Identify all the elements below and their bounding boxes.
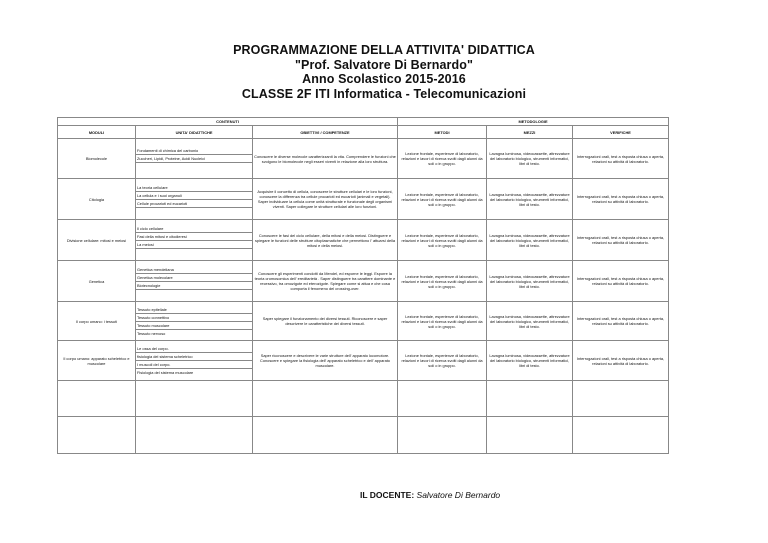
verifiche-cell: Interrogazioni orali, test a risposta chiusa o aperta, relazioni su attività di laboratorio. (573, 139, 669, 179)
table-body (58, 139, 669, 454)
mezzi-cell: Lavagna luminosa, videocassette, attrezzature del laboratorio biologico, strumenti informatici, libri di testo. (487, 261, 573, 302)
modulo-cell: Citologia (58, 179, 136, 220)
col-obiettivi: OBIETTIVI / COMPETENZE (253, 126, 398, 139)
group-header-row (58, 118, 669, 126)
obiettivi-cell: Saper spiegare il funzionamento dei diversi tessuti. Riconoscere e saper descrivere le caratteristiche dei diversi tessuti. (253, 302, 398, 341)
unita-item: Cellule procarioti ed eucarioti (136, 200, 252, 208)
unita-item: La meiosi (136, 241, 252, 249)
metodi-cell: Lezione frontale, esperienze di laboratorio, relazioni e lavori di ricerca svolti dagli alunni da soli o in gruppo. (398, 139, 487, 179)
group-metodologie: METODOLOGIE (398, 118, 669, 126)
unita-cell (136, 220, 253, 261)
obiettivi-cell: Saper riconoscere e descrivere le varie strutture dell' apparato locomotore. Conoscere e spiegare la fisiologia dell' apparato scheletrico e dell' apparato muscolare. (253, 341, 398, 381)
unita-item: Le ossa del corpo. (136, 345, 252, 353)
verifiche-cell: Interrogazioni orali, test a risposta chiusa o aperta, relazioni su attività di laboratorio. (573, 341, 669, 381)
mezzi-cell: Lavagna luminosa, videocassette, attrezzature del laboratorio biologico, strumenti informatici, libri di testo. (487, 220, 573, 261)
table-row (58, 139, 669, 179)
empty-cell (398, 381, 487, 417)
mezzi-cell: Lavagna luminosa, videocassette, attrezzature del laboratorio biologico, strumenti informatici, libri di testo. (487, 341, 573, 381)
unita-item: fisiologia del sistema scheletrico (136, 353, 252, 361)
col-metodi: METODI (398, 126, 487, 139)
metodi-cell: Lezione frontale, esperienze di laboratorio, relazioni e lavori di ricerca svolti dagli alunni da soli o in gruppo. (398, 261, 487, 302)
modulo-cell: Genetica (58, 261, 136, 302)
obiettivi-cell: Conoscere gli esperimenti condotti da Mendel, ed esporne le leggi. Esporre la teoria cromosomica dell' ereditarietà . Saper distinguere tra carattere dominante e recessivo, tra omozigote ed eterozigote. Spiegare come si attua e che cosa comporta il fenomeno del crossing-over. (253, 261, 398, 302)
empty-row (58, 417, 669, 454)
unita-cell (136, 179, 253, 220)
unita-item: Biotecnologie (136, 282, 252, 290)
modulo-cell: Biomolecole (58, 139, 136, 179)
metodi-cell: Lezione frontale, esperienze di laboratorio, relazioni e lavori di ricerca svolti dagli alunni da soli o in gruppo. (398, 302, 487, 341)
unita-item: Tessuto connettivo (136, 314, 252, 322)
unita-item: Il ciclo cellulare (136, 225, 252, 233)
unita-cell (136, 341, 253, 381)
unita-item (136, 249, 252, 256)
mezzi-cell: Lavagna luminosa, videocassette, attrezzature del laboratorio biologico, strumenti informatici, libri di testo. (487, 302, 573, 341)
metodi-cell: Lezione frontale, esperienze di laboratorio, relazioni e lavori di ricerca svolti dagli alunni da soli o in gruppo. (398, 341, 487, 381)
unita-cell (136, 261, 253, 302)
document-title (0, 43, 768, 101)
table-row (58, 220, 669, 261)
verifiche-cell: Interrogazioni orali, test a risposta chiusa o aperta, relazioni su attività di laboratorio. (573, 302, 669, 341)
unita-item: Fondamenti di chimica del carbonio (136, 147, 252, 155)
unita-item (136, 290, 252, 297)
mezzi-cell: Lavagna luminosa, videocassette, attrezzature del laboratorio biologico, strumenti informatici, libri di testo. (487, 179, 573, 220)
unita-item: I muscoli del corpo. (136, 361, 252, 369)
unita-item: La cellula e i suoi organuli (136, 192, 252, 200)
unita-cell (136, 302, 253, 341)
empty-cell (573, 417, 669, 454)
empty-cell (398, 417, 487, 454)
programming-table (57, 117, 669, 454)
empty-cell (573, 381, 669, 417)
group-contenuti: CONTENUTI (58, 118, 398, 126)
unita-cell (136, 139, 253, 179)
unita-item: Genetica molecolare (136, 274, 252, 282)
verifiche-cell: Interrogazioni orali, test a risposta chiusa o aperta, relazioni su attività di laboratorio. (573, 179, 669, 220)
empty-cell (136, 417, 253, 454)
unita-item: Fisiologia del sistema muscolare (137, 370, 194, 375)
empty-cell (253, 417, 398, 454)
modulo-cell: Divisione cellulare: mitosi e meiosi (58, 220, 136, 261)
obiettivi-cell: Conoscere le fasi del ciclo cellulare, della mitosi e della meiosi. Distinguere e spiegare le funzioni delle strutture citoplasmatiche che permettono l' attuarsi della mitosi e della meiosi. (253, 220, 398, 261)
obiettivi-cell: Conoscere le diverse molecole caratterizzanti la vita. Comprendere le funzioni che svolgono le biomolecole negli esseri viventi in relazione alla loro struttura. (253, 139, 398, 179)
title-line-1: PROGRAMMAZIONE DELLA ATTIVITA' DIDATTICA (233, 43, 535, 57)
unita-item: Tessuto nervoso (137, 330, 166, 336)
table-row (58, 341, 669, 381)
col-mezzi: MEZZI (487, 126, 573, 139)
obiettivi-cell: Acquisire il concetto di cellula, conoscere le strutture cellulari e le loro funzioni, conoscere la differenza tra cellule procarioti ed eucarioti (animali e vegetali). Saper individuare la cellula come unità strutturale e funzionale degli organismi viventi. Saper collegare le strutture cellulari alle loro funzioni. (253, 179, 398, 220)
table-row (58, 302, 669, 341)
empty-cell (58, 417, 136, 454)
unita-item: Genetica mendeliana (136, 266, 252, 274)
table-row (58, 261, 669, 302)
teacher-name: Salvatore Di Bernardo (416, 490, 501, 500)
empty-cell (136, 381, 253, 417)
modulo-cell: Il corpo umano: i tessuti (58, 302, 136, 341)
metodi-cell: Lezione frontale, esperienze di laboratorio, relazioni e lavori di ricerca svolti dagli alunni da soli o in gruppo. (398, 179, 487, 220)
metodi-cell: Lezione frontale, esperienze di laboratorio, relazioni e lavori di ricerca svolti dagli alunni da soli o in gruppo. (398, 220, 487, 261)
verifiche-cell: Interrogazioni orali, test a risposta chiusa o aperta, relazioni su attività di laboratorio. (573, 261, 669, 302)
empty-cell (487, 417, 573, 454)
col-unita: UNITA' DIDATTICHE (136, 126, 253, 139)
modulo-cell: Il corpo umano: apparato scheletrico e muscolare (58, 341, 136, 381)
empty-cell (58, 381, 136, 417)
unita-item: La teoria cellulare (136, 184, 252, 192)
unita-item (136, 163, 252, 170)
mezzi-cell: Lavagna luminosa, videocassette, attrezzature del laboratorio biologico, strumenti informatici, libri di testo. (487, 139, 573, 179)
unita-item: Zuccheri, Lipidi, Proteine, Acidi Nucleici (136, 155, 252, 163)
table-row (58, 179, 669, 220)
unita-item: Tessuto epiteliale (136, 306, 252, 314)
empty-row (58, 381, 669, 417)
teacher-label: IL DOCENTE: (360, 490, 415, 500)
col-moduli: MODULI (58, 126, 136, 139)
title-line-4: CLASSE 2F ITI Informatica - Telecomunicazioni (241, 86, 527, 101)
title-line-3: Anno Scolastico 2015-2016 (302, 72, 466, 86)
empty-cell (253, 381, 398, 417)
title-line-2: "Prof. Salvatore Di Bernardo" (295, 57, 473, 72)
verifiche-cell: Interrogazioni orali, test a risposta chiusa o aperta, relazioni su attività di laboratorio. (573, 220, 669, 261)
unita-item: Fasi della mitosi e citodieresi (136, 233, 252, 241)
unita-item (136, 208, 252, 215)
column-header-row (58, 126, 669, 139)
col-verifiche: VERIFICHE (573, 126, 669, 139)
empty-cell (487, 381, 573, 417)
teacher-signature (360, 490, 500, 500)
unita-item: Tessuto muscolare (136, 322, 252, 330)
